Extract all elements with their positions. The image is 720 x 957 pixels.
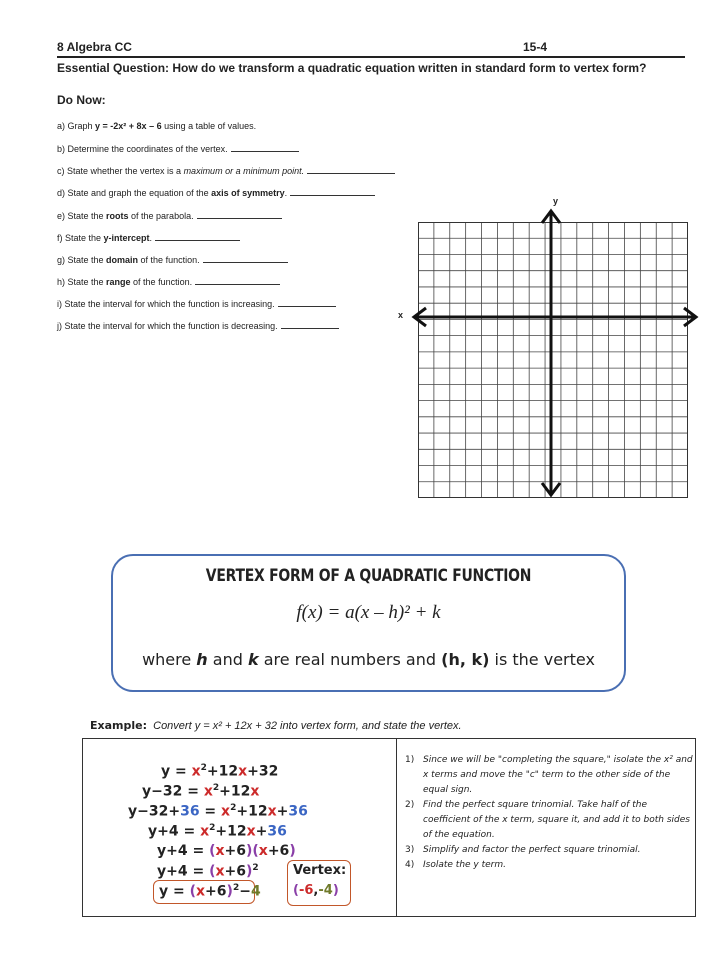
item-rest-text: of the function. <box>130 277 193 287</box>
x-axis-label: x <box>398 310 404 320</box>
vertex-form-box <box>111 554 626 692</box>
work-line-3: $y-32+36 = x^2+12x+36$ <box>128 803 308 820</box>
essential-question: Essential Question: How do we transform a quadratic equation written in standard form to vertex form? <box>57 61 647 75</box>
item-text: b) Determine the coordinates of the vertex. <box>57 144 228 154</box>
example-prompt <box>90 719 462 732</box>
example-table <box>82 738 696 917</box>
course-title: 8 Algebra CC <box>57 40 132 54</box>
item-text: c) State whether the vertex is a <box>57 166 184 176</box>
example-label: Example: <box>90 719 147 732</box>
vertex-form-description <box>113 650 624 669</box>
h-variable: h <box>196 650 208 669</box>
step-number: 2) <box>405 800 415 810</box>
step-number: 1) <box>405 755 415 765</box>
step-text: Find the perfect square trinomial. Take half of the coefficient of the x term, square it, and add it to both sides of the equation. <box>423 800 690 840</box>
step-text: Isolate the y term. <box>423 860 507 870</box>
do-now-title: Do Now: <box>57 93 106 107</box>
answer-blank[interactable] <box>307 165 395 174</box>
item-bold-text: roots <box>106 211 129 221</box>
header-rule <box>57 56 685 58</box>
item-text: j) State the interval for which the function is decreasing. <box>57 321 278 331</box>
step-item <box>401 843 693 858</box>
item-rest-text: maximum or a minimum point. <box>183 166 305 176</box>
item-text: g) State the <box>57 255 107 265</box>
step-list <box>401 753 693 873</box>
mid-text: are real numbers and <box>258 650 442 669</box>
item-text: f) State the <box>57 233 104 243</box>
item-rest-text: . <box>149 233 153 243</box>
step-item <box>401 798 693 843</box>
item-rest-text: of the parabola. <box>128 211 194 221</box>
vertex-form-formula: f(x) = a(x – h)² + k <box>296 602 441 623</box>
answer-blank[interactable] <box>203 254 288 263</box>
do-now-item <box>57 320 339 331</box>
item-bold-text: y = -2x² + 8x – 6 <box>95 121 162 131</box>
item-bold-text: range <box>106 277 131 287</box>
item-bold-text: axis of symmetry <box>211 188 285 198</box>
answer-blank[interactable] <box>278 298 336 307</box>
do-now-item <box>57 276 280 287</box>
item-text: h) State the <box>57 277 107 287</box>
y-axis-label: y <box>553 196 559 206</box>
do-now-item <box>57 232 240 243</box>
answer-blank[interactable] <box>231 143 299 152</box>
vertex-answer-value: (-6,-4) <box>293 883 339 898</box>
step-text: Since we will be "completing the square," isolate the x² and x terms and move the "c" term to the other side of the equal sign. <box>423 755 693 795</box>
k-variable: k <box>247 650 259 669</box>
example-text: Convert y = x² + 12x + 32 into vertex form, and state the vertex. <box>153 720 462 732</box>
vertex-form-title: VERTEX FORM OF A QUADRATIC FUNCTION <box>205 566 532 586</box>
lesson-number: 15-4 <box>523 40 548 54</box>
answer-blank[interactable] <box>197 210 282 219</box>
step-item <box>401 858 693 873</box>
vertex-answer-label: Vertex: <box>293 863 347 878</box>
do-now-item <box>57 143 299 154</box>
step-number: 4) <box>405 860 415 870</box>
item-text: i) State the interval for which the function is increasing. <box>57 299 275 309</box>
hk-vertex: (h, k) <box>441 650 490 669</box>
where-text: where <box>142 650 197 669</box>
answer-blank[interactable] <box>195 276 280 285</box>
answer-blank[interactable] <box>155 232 240 241</box>
item-bold-text: domain <box>106 255 139 265</box>
work-line-6: $y+4 = (x+6)^2$ <box>157 863 259 880</box>
work-line-1: $y = x^2+12x+32$ <box>161 763 279 780</box>
item-text: e) State the <box>57 211 107 221</box>
do-now-item <box>57 298 336 309</box>
graph-axes <box>404 205 704 501</box>
item-rest-text: . <box>284 188 288 198</box>
item-rest-text: using a table of values. <box>161 121 257 131</box>
do-now-item <box>57 210 282 221</box>
do-now-item <box>57 254 288 265</box>
item-text: a) Graph <box>57 121 96 131</box>
item-text: d) State and graph the equation of the <box>57 188 212 198</box>
work-line-5: y+4 = (x+6)(x+6) <box>157 843 296 859</box>
item-rest-text: of the function. <box>138 255 200 265</box>
item-bold-text: y-intercept <box>103 233 150 243</box>
do-now-item <box>57 187 375 198</box>
table-divider <box>396 739 397 916</box>
work-line-2: $y-32 = x^2+12x$ <box>142 783 260 800</box>
work-line-4: $y+4 = x^2+12x+36$ <box>148 823 287 840</box>
answer-blank[interactable] <box>281 320 339 329</box>
answer-blank[interactable] <box>290 187 375 196</box>
do-now-item <box>57 165 395 176</box>
do-now-item <box>57 121 256 131</box>
step-item <box>401 753 693 798</box>
post-text: is the vertex <box>489 650 595 669</box>
step-number: 3) <box>405 845 415 855</box>
step-text: Simplify and factor the perfect square trinomial. <box>423 845 641 855</box>
work-line-7: $y = (x+6)^2-4$ <box>159 883 261 900</box>
and-text: and <box>207 650 248 669</box>
